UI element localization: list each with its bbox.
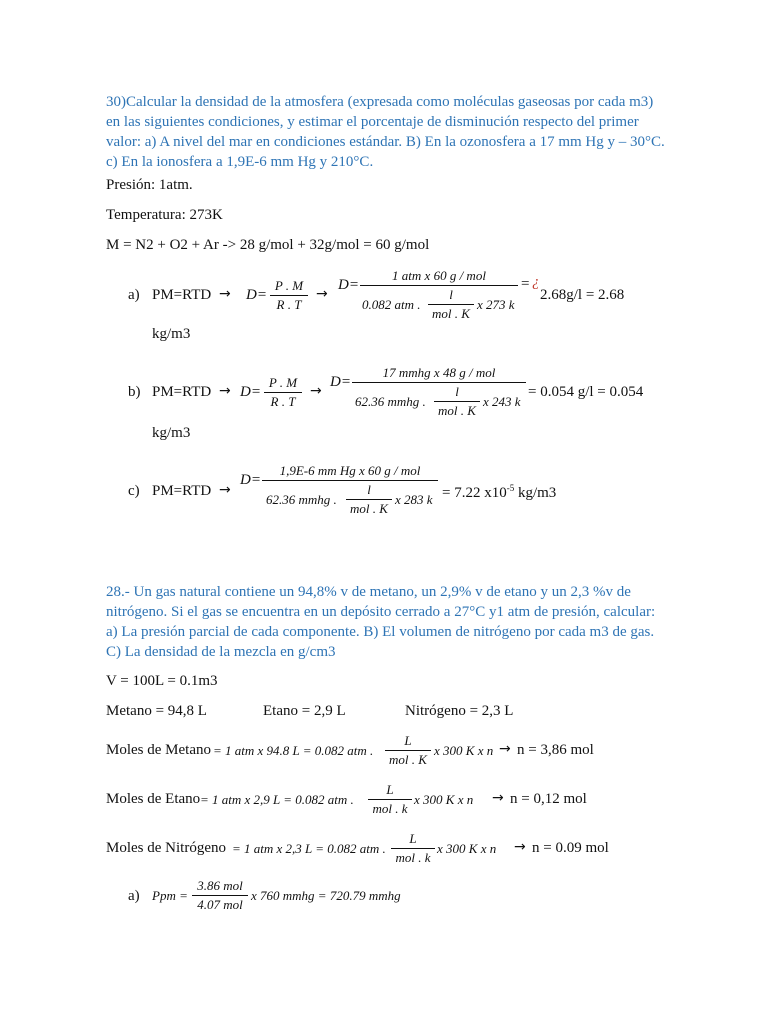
fraction-numerator: L: [404, 733, 412, 748]
part-b-den-right: x 243 k: [483, 394, 521, 409]
problem-28-line: C) La densidad de la mezcla en g/cm3: [106, 644, 336, 660]
part-b-equation: PM=RTD: [152, 384, 212, 400]
ppm-rhs: x 760 mmhg = 720.79 mmhg: [251, 888, 401, 903]
part-b-label: b): [128, 384, 141, 400]
arrow-icon: →: [492, 790, 504, 806]
part-b-den-fraction: [434, 384, 480, 419]
moles-nitrogeno-rhs: x 300 K x n: [437, 841, 497, 856]
moles-etano-label: Moles de Etano: [106, 791, 201, 807]
part-b-result: = 0.054 g/l = 0.054: [528, 384, 644, 400]
part-a-label: a): [128, 287, 140, 303]
part-a-formula-fraction: [270, 278, 308, 313]
fraction-denominator: mol . K: [350, 501, 388, 516]
fraction-numerator: 1,9E-6 mm Hg x 60 g / mol: [279, 463, 421, 478]
moles-nitrogeno-label: Moles de Nitrógeno: [106, 840, 226, 856]
part-c-result-exponent: -5: [506, 483, 515, 493]
fraction-numerator: l: [455, 384, 459, 399]
fraction-numerator: L: [409, 831, 417, 846]
moles-metano-label: Moles de Metano: [106, 742, 211, 758]
moles-etano-rhs: x 300 K x n: [414, 792, 474, 807]
moles-etano-result: n = 0,12 mol: [510, 791, 587, 807]
given-pressure: Presión: 1atm.: [106, 177, 193, 193]
volume-etano: Etano = 2,9 L: [263, 703, 346, 719]
problem-30-line: valor: a) A nivel del mar en condiciones estándar. B) En la ozonosfera a 17 mm Hg y – 30°C.: [106, 134, 665, 150]
part-b-unit: kg/m3: [152, 425, 191, 441]
fraction-denominator: R . T: [276, 297, 302, 312]
part-a-result: 2.68g/l = 2.68: [540, 287, 625, 303]
problem-28-statement: [106, 582, 666, 662]
moles-metano-rhs: x 300 K x n: [434, 743, 494, 758]
part-a-den-fraction: [428, 287, 474, 322]
moles-metano-lhs: = 1 atm x 94.8 L = 0.082 atm .: [213, 743, 374, 758]
moles-metano-fraction: [385, 733, 431, 768]
problem-28-line: nitrógeno. Si el gas se encuentra en un depósito cerrado a 27°C y1 atm de presión, calcular:: [106, 604, 656, 620]
ppm-label: a): [128, 888, 140, 904]
fraction-denominator: mol . k: [395, 850, 431, 865]
part-c-result-unit: kg/m3: [514, 485, 557, 501]
fraction-denominator: mol . K: [389, 752, 427, 767]
problem-30-line: en las siguientes condiciones, y estimar el porcentaje de disminución respecto del primer: [106, 114, 639, 130]
given-temperature: Temperatura: 273K: [106, 207, 223, 223]
part-c-density-fraction: [262, 463, 438, 482]
part-b-d2: D=: [330, 374, 351, 390]
moles-etano-fraction: [368, 782, 412, 817]
moles-metano-result: n = 3,86 mol: [517, 742, 594, 758]
fraction-denominator: mol . K: [432, 306, 470, 321]
fraction-numerator: 3.86 mol: [197, 878, 243, 893]
part-c-label: c): [128, 483, 140, 499]
part-a-d2: D=: [338, 277, 359, 293]
problem-30-statement: [106, 92, 666, 172]
ppm-fraction: [192, 878, 248, 913]
part-a-equation: PM=RTD: [152, 287, 212, 303]
arrow-icon: →: [499, 741, 511, 757]
fraction-numerator: 1 atm x 60 g / mol: [392, 268, 486, 283]
fraction-numerator: L: [386, 782, 394, 797]
moles-nitrogeno-lhs: = 1 atm x 2,3 L = 0.082 atm .: [232, 841, 386, 856]
fraction-denominator: 4.07 mol: [197, 897, 243, 912]
part-b-d: D=: [240, 384, 261, 400]
part-b-density-fraction: [352, 365, 526, 384]
arrow-icon: →: [514, 839, 526, 855]
moles-nitrogeno-fraction: [391, 831, 435, 866]
fraction-denominator: mol . k: [372, 801, 408, 816]
given-molar-mass: M = N2 + O2 + Ar -> 28 g/mol + 32g/mol = 60 g/mol: [106, 237, 430, 253]
volume-nitrogeno: Nitrógeno = 2,3 L: [405, 703, 514, 719]
part-c-den-fraction: [346, 482, 392, 517]
fraction-numerator: P . M: [268, 375, 298, 390]
arrow-icon: →: [219, 286, 231, 302]
volume-metano: Metano = 94,8 L: [106, 703, 207, 719]
part-c-result: [442, 483, 556, 502]
arrow-icon: →: [310, 383, 322, 399]
fraction-numerator: 17 mmhg x 48 g / mol: [382, 365, 496, 380]
problem-28-line: 28.- Un gas natural contiene un 94,8% v de metano, un 2,9% v de etano y un 2,3 %v de: [106, 584, 631, 600]
fraction-numerator: l: [449, 287, 453, 302]
arrow-icon: →: [219, 482, 231, 498]
moles-nitrogeno-result: n = 0.09 mol: [532, 840, 609, 856]
part-c-equation: PM=RTD: [152, 483, 212, 499]
part-a-marker: ¿: [532, 274, 540, 290]
total-volume: V = 100L = 0.1m3: [106, 673, 218, 689]
arrow-icon: →: [219, 383, 231, 399]
ppm-lhs: Ppm =: [152, 888, 188, 903]
part-c-d: D=: [240, 472, 261, 488]
moles-etano-lhs: = 1 atm x 2,9 L = 0.082 atm .: [200, 792, 354, 807]
part-a-den-left: 0.082 atm .: [362, 297, 421, 312]
problem-28-line: a) La presión parcial de cada componente. B) El volumen de nitrógeno por cada m3 de gas.: [106, 624, 655, 640]
part-a-density-fraction: [360, 268, 518, 287]
part-c-den-right: x 283 k: [395, 492, 433, 507]
problem-30-line: c) En la ionosfera a 1,9E-6 mm Hg y 210°C.: [106, 154, 374, 170]
part-b-den-left: 62.36 mmhg .: [355, 394, 426, 409]
part-a-d: D=: [246, 287, 267, 303]
part-b-formula-fraction: [264, 375, 302, 410]
arrow-icon: →: [316, 286, 328, 302]
fraction-numerator: P . M: [274, 278, 304, 293]
fraction-denominator: mol . K: [438, 403, 476, 418]
part-c-result-value: = 7.22 x10: [442, 485, 507, 501]
part-a-equals: =: [521, 276, 530, 292]
fraction-denominator: R . T: [270, 394, 296, 409]
part-a-unit: kg/m3: [152, 326, 191, 342]
fraction-numerator: l: [367, 482, 371, 497]
problem-30-line: 30)Calcular la densidad de la atmosfera (expresada como moléculas gaseosas por cada m3): [106, 94, 654, 110]
part-c-den-left: 62.36 mmhg .: [266, 492, 337, 507]
part-a-den-right: x 273 k: [477, 297, 515, 312]
